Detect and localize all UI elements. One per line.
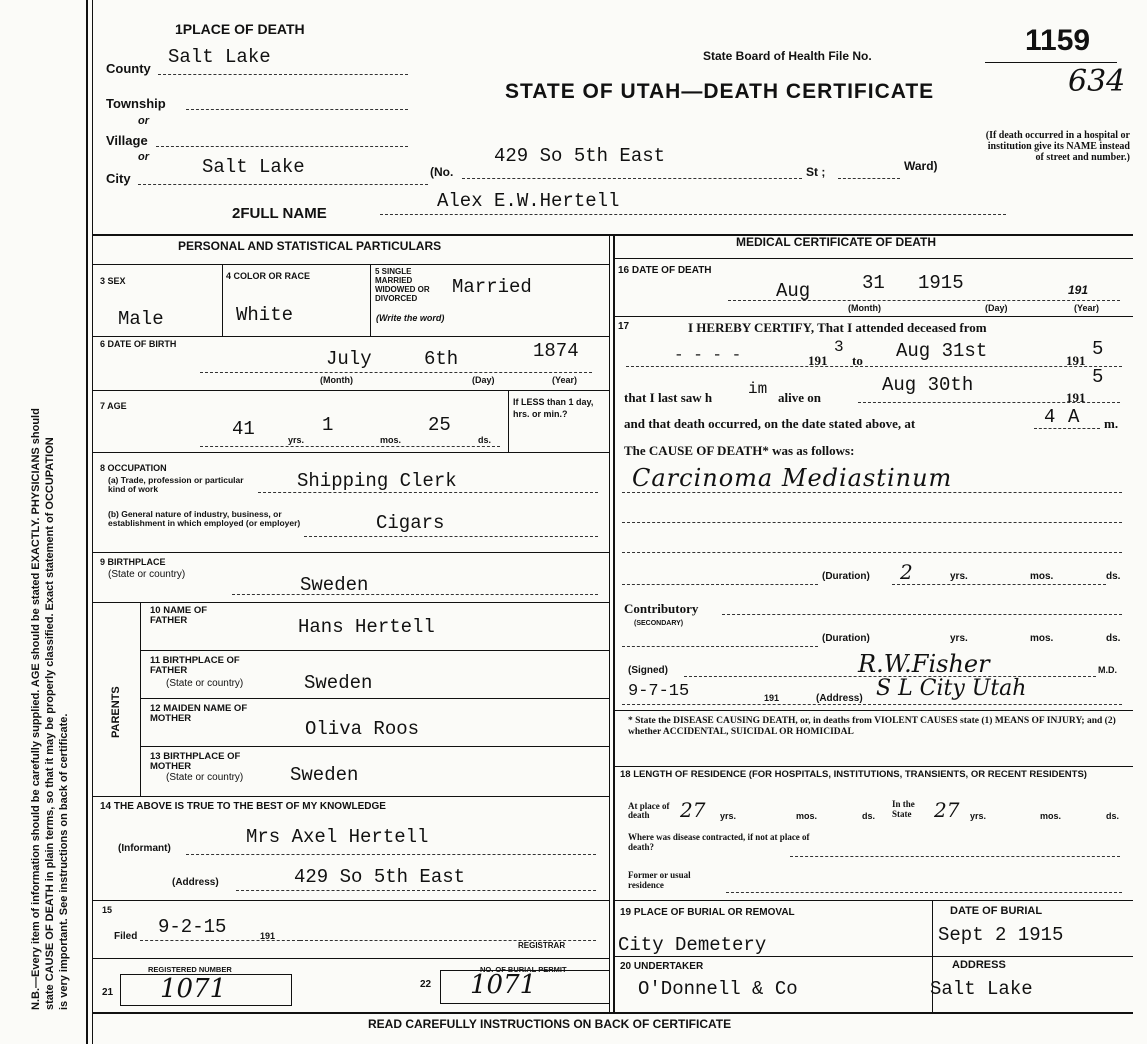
dod-month-cap: (Month): [848, 303, 881, 313]
contrib-ds-cap: ds.: [1106, 633, 1121, 644]
contributory-label: Contributory: [624, 601, 699, 616]
parents-label: PARENTS: [110, 686, 122, 738]
color-label: 4 COLOR OR RACE: [226, 271, 311, 281]
to-yr: 5: [1092, 338, 1104, 360]
or-2: or: [138, 151, 149, 163]
left-border-inner: [92, 0, 93, 1044]
burial-date-label: DATE OF BURIAL: [950, 905, 1043, 917]
burial-permit-field: 22: [420, 979, 432, 990]
father-bp-label: 11 BIRTHPLACE OF FATHER: [150, 655, 240, 676]
reg-number-value: 1071: [160, 974, 227, 1004]
secondary-label: (SECONDARY): [634, 620, 684, 627]
father-bp-sub: (State or country): [166, 678, 244, 689]
num-17: 17: [618, 321, 630, 332]
dob-month-cap: (Month): [320, 375, 353, 385]
street-value: 429 So 5th East: [494, 145, 666, 167]
county-value: Salt Lake: [168, 46, 271, 68]
cause-value: Carcinoma Mediastinum: [632, 464, 953, 492]
ward-label: Ward): [904, 159, 938, 173]
personal-section-title: PERSONAL AND STATISTICAL PARTICULARS: [178, 239, 442, 253]
age-yrs-cap: yrs.: [288, 435, 305, 445]
mother-bp-value: Sweden: [290, 764, 359, 786]
mother-bp-label: 13 BIRTHPLACE OF MOTHER: [150, 751, 241, 772]
filed-num: 15: [102, 905, 113, 915]
certify-text: I HEREBY CERTIFY, That I attended deceased from: [688, 320, 987, 335]
burial-place-value: City Demetery: [618, 934, 767, 956]
dob-day-cap: (Day): [472, 375, 495, 385]
city-label: City: [106, 171, 131, 186]
age-years: 41: [232, 418, 255, 440]
dod-191: 191: [1068, 283, 1089, 297]
last-saw-date: Aug 30th: [882, 374, 974, 396]
residence-label: 18 LENGTH OF RESIDENCE (FOR HOSPITALS, INSTITUTIONS, TRANSIENTS, OR RECENT RESIDENTS): [620, 769, 1087, 780]
burial-permit-value: 1071: [470, 970, 537, 1000]
dod-year-cap: (Year): [1074, 303, 1100, 313]
or-1: or: [138, 115, 149, 127]
dod-day: 31: [862, 272, 885, 294]
dob-year-cap: (Year): [552, 375, 578, 385]
last-saw-pre: that I last saw h: [624, 390, 713, 405]
dod-day-cap: (Day): [985, 303, 1008, 313]
full-name-value: Alex E.W.Hertell: [437, 190, 620, 212]
footnote: * State the DISEASE CAUSING DEATH, or, in deaths from VIOLENT CAUSES state (1) MEANS OF INJURY; and (2) whether ACCIDENTAL, SUICIDAL OR HOMICIDAL: [628, 716, 1116, 737]
occurred-text: and that death occurred, on the date stated above, at: [624, 416, 916, 431]
death-hour: 4: [1044, 406, 1056, 428]
at-place-ds-cap: ds.: [862, 811, 876, 821]
last-yr: 5: [1092, 366, 1104, 388]
city-value: Salt Lake: [202, 156, 305, 178]
occ-a-value: Shipping Clerk: [297, 470, 457, 492]
contrib-yrs-cap: yrs.: [950, 633, 968, 644]
age-ds-cap: ds.: [478, 435, 492, 445]
medical-section-title: MEDICAL CERTIFICATE OF DEATH: [736, 235, 936, 249]
last-saw-post: alive on: [778, 390, 821, 405]
informant-label: (Informant): [118, 843, 171, 854]
color-value: White: [236, 304, 294, 326]
at-place-label: At place of death: [628, 801, 670, 820]
occupation-label: 8 OCCUPATION: [100, 463, 167, 473]
age-mos-cap: mos.: [380, 435, 402, 445]
mother-value: Oliva Roos: [305, 718, 420, 740]
less-than-note: If LESS than 1 day, hrs. or min.?: [513, 397, 594, 420]
age-days: 25: [428, 414, 451, 436]
to-label: to: [852, 353, 863, 368]
md-label: M.D.: [1098, 665, 1117, 675]
in-state-yrs-cap: yrs.: [970, 811, 987, 821]
margin-note-2: state CAUSE OF DEATH in plain terms, so that it may be properly classified. Exact statement of OCCUPATION: [44, 437, 56, 1010]
occ-a-label: (a) Trade, profession or particular kind of work: [108, 475, 244, 495]
undertaker-address-value: Salt Lake: [930, 978, 1033, 1000]
duration-yrs-value: 2: [900, 560, 913, 584]
duration-label: (Duration): [822, 571, 870, 582]
certificate-title: STATE OF UTAH—DEATH CERTIFICATE: [505, 80, 935, 103]
sex-value: Male: [118, 308, 164, 330]
father-label: 10 NAME OF FATHER: [150, 605, 208, 626]
hospital-note: (If death occurred in a hospital or institution give its NAME instead of street and number.): [985, 130, 1130, 163]
filed-value: 9-2-15: [158, 916, 227, 938]
marital-label: 5 SINGLE MARRIED WIDOWED OR DIVORCED: [375, 267, 430, 303]
dod-label: 16 DATE OF DEATH: [618, 265, 712, 276]
sign-address-label: (Address): [816, 693, 863, 704]
township-label: Township: [106, 96, 166, 111]
from-blank: - - - -: [674, 346, 742, 364]
dob-month: July: [326, 348, 372, 370]
former-residence-label: Former or usual residence: [628, 870, 691, 891]
from-yr-prefix: 191: [808, 353, 828, 368]
undertaker-value: O'Donnell & Co: [638, 978, 798, 1000]
sex-label: 3 SEX: [100, 276, 126, 286]
county-label: County: [106, 61, 151, 76]
birthplace-value: Sweden: [300, 574, 369, 596]
in-state-yrs: 27: [934, 798, 960, 822]
undertaker-label: 20 UNDERTAKER: [620, 961, 704, 972]
handwritten-number: 634: [1068, 64, 1126, 99]
file-number: 1159: [1025, 24, 1091, 57]
age-months: 1: [322, 414, 334, 436]
birthplace-sub: (State or country): [108, 569, 186, 580]
dob-day: 6th: [424, 348, 459, 370]
in-state-mos-cap: mos.: [1040, 811, 1062, 821]
informant-value: Mrs Axel Hertell: [246, 826, 429, 848]
address-value: 429 So 5th East: [294, 866, 466, 888]
margin-note-3: is very important. See instructions on back of certificate.: [58, 713, 70, 1010]
father-value: Hans Hertell: [298, 616, 435, 638]
to-date: Aug 31st: [896, 340, 988, 362]
reg-number-label: REGISTERED NUMBER: [148, 965, 232, 974]
reg-num-field: 21: [102, 987, 114, 998]
birthplace-label: 9 BIRTHPLACE: [100, 557, 166, 567]
at-place-yrs-cap: yrs.: [720, 811, 737, 821]
cause-label: The CAUSE OF DEATH* was as follows:: [624, 443, 855, 458]
full-name-label: 2FULL NAME: [232, 205, 327, 222]
no-label: (No.: [430, 165, 454, 179]
marital-value: Married: [452, 276, 532, 298]
file-no-label: State Board of Health File No.: [703, 49, 872, 63]
filed-191: 191: [260, 931, 276, 941]
mother-bp-sub: (State or country): [166, 772, 244, 783]
dob-label: 6 DATE OF BIRTH: [100, 339, 177, 349]
in-state-ds-cap: ds.: [1106, 811, 1120, 821]
at-place-yrs: 27: [680, 798, 706, 822]
undertaker-address-label: ADDRESS: [952, 959, 1006, 971]
burial-permit-label: NO. OF BURIAL PERMIT: [480, 965, 567, 974]
marital-write-note: (Write the word): [376, 313, 445, 323]
duration-ds-cap: ds.: [1106, 571, 1121, 582]
sign-address: S L City Utah: [876, 676, 1027, 701]
burial-place-label: 19 PLACE OF BURIAL OR REMOVAL: [620, 907, 795, 918]
duration-yrs-cap: yrs.: [950, 571, 968, 582]
from-yr: 3: [834, 338, 844, 356]
contrib-mos-cap: mos.: [1030, 633, 1054, 644]
contrib-duration-label: (Duration): [822, 633, 870, 644]
in-state-label: In the State: [892, 799, 915, 819]
m-label: m.: [1104, 416, 1119, 431]
signature: R.W.Fisher: [858, 650, 990, 678]
duration-mos-cap: mos.: [1030, 571, 1054, 582]
footer-instructions: READ CAREFULLY INSTRUCTIONS ON BACK OF CERTIFICATE: [368, 1017, 732, 1031]
left-border: [86, 0, 88, 1044]
place-of-death-label: 1PLACE OF DEATH: [175, 21, 305, 37]
dod-month: Aug: [776, 280, 811, 302]
address-label: (Address): [172, 877, 219, 888]
dob-year: 1874: [533, 340, 579, 362]
village-label: Village: [106, 133, 148, 148]
where-contracted-label: Where was disease contracted, if not at place of death?: [628, 832, 810, 853]
occ-b-value: Cigars: [376, 512, 445, 534]
registrar-label: REGISTRAR: [518, 941, 566, 950]
to-yr-prefix: 191: [1066, 353, 1086, 368]
last-yr-prefix: 191: [1066, 390, 1086, 405]
burial-date-value: Sept 2 1915: [938, 924, 1064, 946]
mother-label: 12 MAIDEN NAME OF MOTHER: [150, 703, 248, 724]
sign-date: 9-7-15: [628, 682, 690, 701]
father-bp-value: Sweden: [304, 672, 373, 694]
filed-label: Filed: [114, 931, 138, 942]
true-statement: 14 THE ABOVE IS TRUE TO THE BEST OF MY KNOWLEDGE: [100, 801, 386, 812]
last-saw-im: im: [748, 380, 768, 398]
st-label: St ;: [806, 165, 826, 179]
at-place-mos-cap: mos.: [796, 811, 818, 821]
age-label: 7 AGE: [100, 401, 127, 411]
sign-191: 191: [764, 693, 780, 703]
dod-year: 1915: [918, 272, 964, 294]
signed-label: (Signed): [628, 665, 668, 676]
death-ampm: A: [1068, 406, 1080, 428]
occ-b-label: (b) General nature of industry, business, or establishment in which employed (or employer): [108, 509, 301, 529]
margin-note-1: N.B.—Every item of information should be carefully supplied. AGE should be stated EXACTLY. PHYSICIANS should: [30, 408, 42, 1010]
